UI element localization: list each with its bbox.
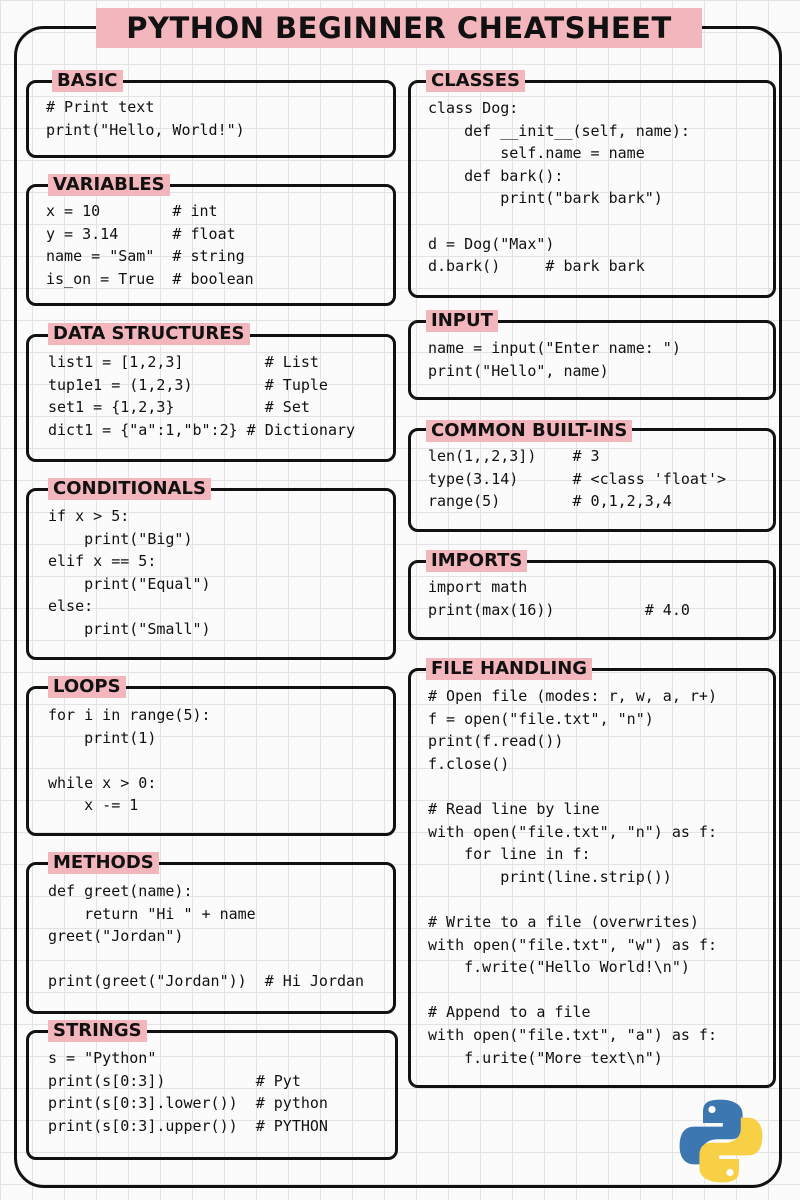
strings-label: STRINGS [48, 1020, 147, 1042]
data-structures-label: DATA STRUCTURES [48, 323, 250, 345]
input-code: name = input("Enter name: ") print("Hello", name) [428, 339, 681, 380]
conditionals-code: if x > 5: print("Big") elif x == 5: print("Equal") else: print("Small") [48, 507, 211, 638]
classes-code: class Dog: def __init__(self, name): self.name = name def bark(): print("bark bark") d = Dog("Max") d.bark() # bark bark [428, 99, 690, 276]
python-logo-yellow-eye [726, 1169, 733, 1176]
loops-code: for i in range(5): print(1) while x > 0: x -= 1 [48, 706, 211, 815]
basic-code: # Print text print("Hello, World!") [46, 98, 245, 139]
methods-code: def greet(name): return "Hi " + name greet("Jordan") print(greet("Jordan")) # Hi Jordan [48, 882, 365, 991]
methods-label: METHODS [48, 852, 159, 874]
python-logo-icon [676, 1096, 766, 1186]
input-label: INPUT [426, 310, 498, 332]
builtins-label: COMMON BUILT-INS [426, 420, 632, 442]
imports-code: import math print(max(16)) # 4.0 [428, 578, 690, 619]
imports-label: IMPORTS [426, 550, 527, 572]
strings-code: s = "Python" print(s[0:3]) # Pyt print(s[0:3].lower()) # python print(s[0:3].upper()) # PYTHON [48, 1049, 328, 1135]
python-logo-blue-eye [708, 1106, 715, 1113]
file-handling-code: # Open file (modes: r, w, a, r+) f = open("file.txt", "n") print(f.read()) f.close() # Read line by line with open("file.txt", "n") as f: for line in f: print(line.strip()) # Write to a file (overwrites) with open("file.txt", "w") as f: f.write("Hello World!\n") # Append to a file with open("file.txt", "a") as f: f.urite("More text\n") [428, 687, 717, 1067]
conditionals-label: CONDITIONALS [48, 478, 211, 500]
basic-label: BASIC [52, 70, 123, 92]
variables-code: x = 10 # int y = 3.14 # float name = "Sam" # string is_on = True # boolean [46, 202, 254, 288]
variables-label: VARIABLES [48, 174, 170, 196]
builtins-code: len(1,,2,3]) # 3 type(3.14) # <class 'float'> range(5) # 0,1,2,3,4 [428, 447, 727, 511]
loops-label: LOOPS [48, 676, 126, 698]
file-handling-label: FILE HANDLING [426, 658, 592, 680]
page-title: PYTHON BEGINNER CHEATSHEET [96, 8, 702, 48]
classes-label: CLASSES [426, 70, 525, 92]
data-structures-code: list1 = [1,2,3] # List tup1e1 = (1,2,3) # Tuple set1 = {1,2,3} # Set dict1 = {"a":1,"b":2} # Dictionary [48, 353, 356, 439]
